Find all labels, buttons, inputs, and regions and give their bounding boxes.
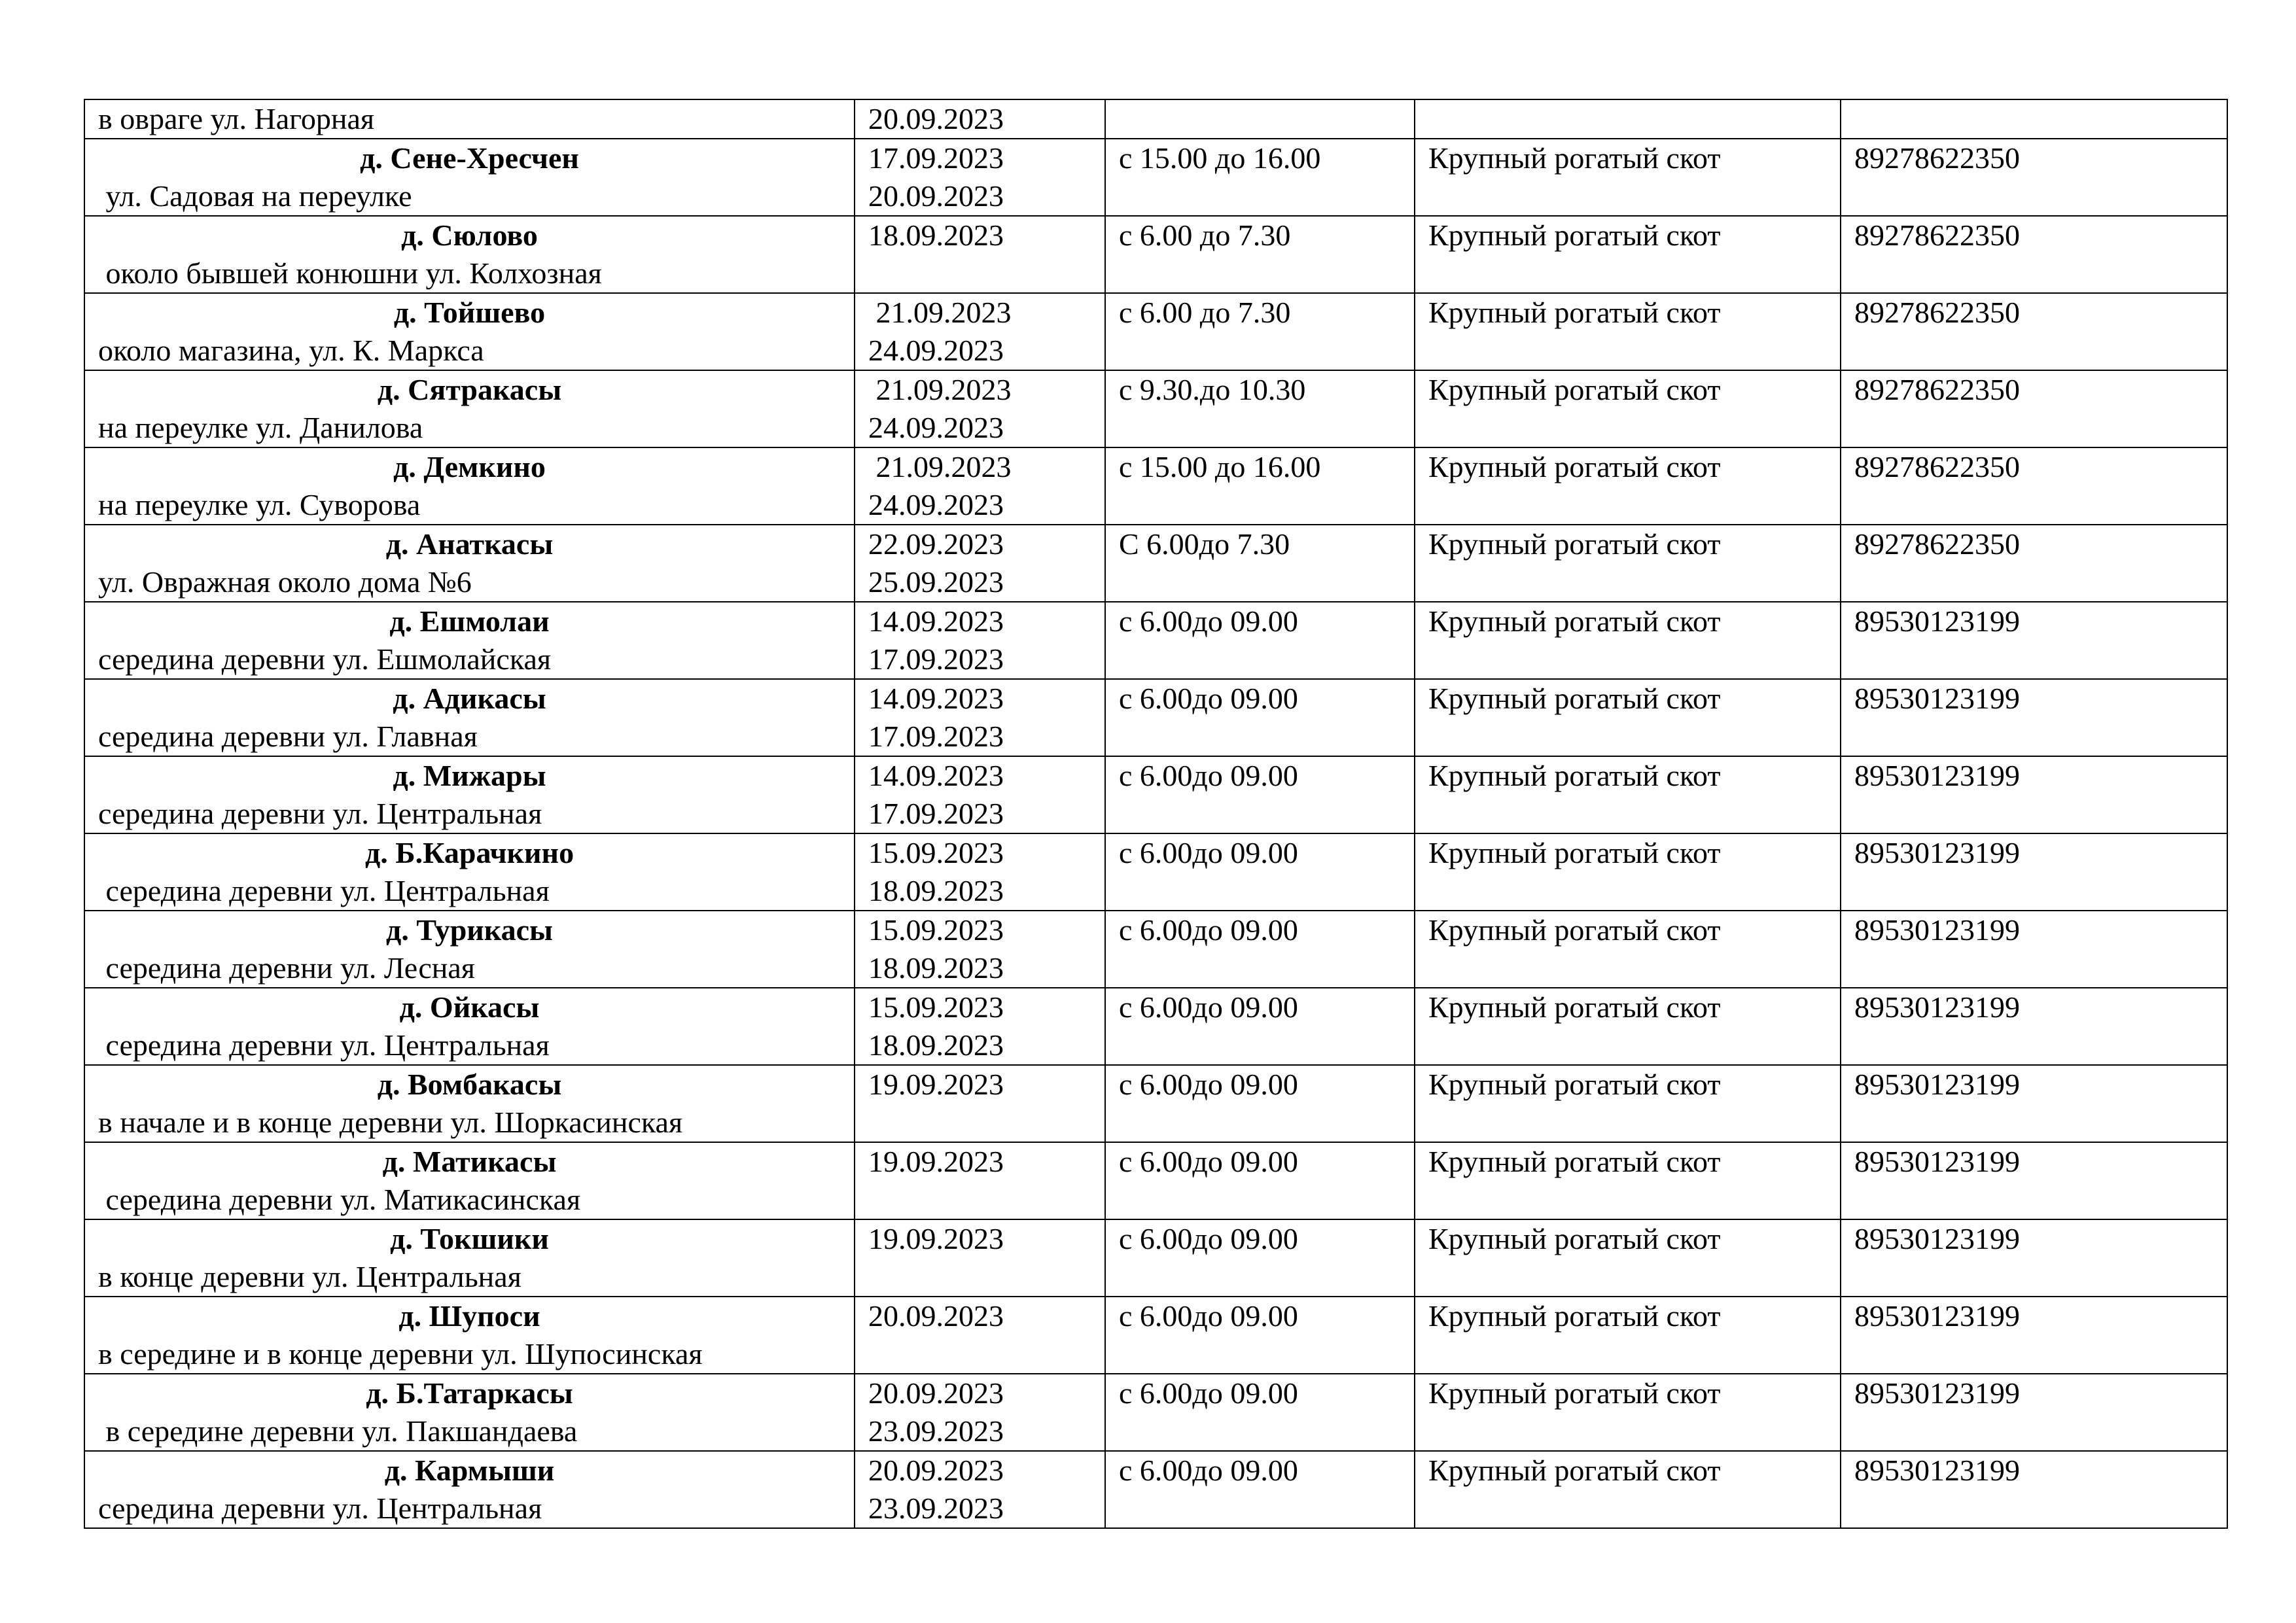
animal-type-cell: Крупный рогатый скот — [1415, 447, 1841, 525]
date-value: 24.09.2023 — [868, 488, 1004, 521]
time-cell: с 6.00до 09.00 — [1105, 1374, 1415, 1451]
animal-type-cell: Крупный рогатый скот — [1415, 293, 1841, 370]
phone-cell: 89530123199 — [1841, 1065, 2227, 1142]
date-cell — [855, 988, 1105, 1065]
animal-type-cell: Крупный рогатый скот — [1415, 1451, 1841, 1528]
phone-cell: 89530123199 — [1841, 602, 2227, 679]
date-value: 15.09.2023 — [868, 836, 1004, 869]
animal-type-cell: Крупный рогатый скот — [1415, 1297, 1841, 1374]
village-name: д. Б.Карачкино — [364, 836, 574, 869]
date-cell — [855, 833, 1105, 911]
table-row — [84, 602, 2227, 679]
location-text: середина деревни ул. Центральная — [98, 1492, 542, 1525]
time-cell: с 6.00до 09.00 — [1105, 911, 1415, 988]
place-cell — [84, 756, 855, 833]
table-row — [84, 1065, 2227, 1142]
date-value: 19.09.2023 — [868, 1068, 1004, 1101]
village-name: д. Демкино — [393, 450, 546, 483]
date-cell — [855, 756, 1105, 833]
date-value: 14.09.2023 — [868, 759, 1004, 792]
date-cell — [855, 1374, 1105, 1451]
date-value: 21.09.2023 — [868, 373, 1012, 406]
location-text: середина деревни ул. Центральная — [98, 1028, 550, 1062]
time-cell: с 6.00до 09.00 — [1105, 1219, 1415, 1297]
location-text: ул. Овражная около дома №6 — [98, 565, 472, 599]
place-cell — [84, 293, 855, 370]
location-text: в овраге ул. Нагорная — [98, 102, 375, 135]
village-name: д. Анаткасы — [385, 527, 554, 561]
date-cell — [855, 1451, 1105, 1528]
location-text: середина деревни ул. Центральная — [98, 874, 550, 907]
date-value: 18.09.2023 — [868, 874, 1004, 907]
table-row — [84, 911, 2227, 988]
date-cell — [855, 1065, 1105, 1142]
phone-cell — [1841, 99, 2227, 139]
place-cell — [84, 1451, 855, 1528]
date-cell — [855, 99, 1105, 139]
table-row — [84, 1374, 2227, 1451]
place-cell — [84, 1374, 855, 1451]
date-value: 17.09.2023 — [868, 720, 1004, 753]
village-name: д. Матикасы — [382, 1145, 557, 1178]
date-cell — [855, 370, 1105, 447]
time-cell — [1105, 99, 1415, 139]
place-cell — [84, 370, 855, 447]
date-cell — [855, 525, 1105, 602]
phone-cell: 89530123199 — [1841, 833, 2227, 911]
animal-type-cell: Крупный рогатый скот — [1415, 911, 1841, 988]
date-cell — [855, 1219, 1105, 1297]
table-row — [84, 370, 2227, 447]
village-name: д. Кармыши — [384, 1454, 555, 1487]
phone-cell: 89530123199 — [1841, 988, 2227, 1065]
animal-type-cell: Крупный рогатый скот — [1415, 216, 1841, 293]
location-text: на переулке ул. Суворова — [98, 488, 421, 521]
village-name: д. Сене-Хресчен — [360, 141, 579, 175]
date-cell — [855, 216, 1105, 293]
location-text: середина деревни ул. Матикасинская — [98, 1183, 581, 1216]
time-cell: с 6.00до 09.00 — [1105, 1451, 1415, 1528]
table-row — [84, 679, 2227, 756]
date-value: 18.09.2023 — [868, 951, 1004, 985]
place-cell — [84, 139, 855, 216]
place-cell — [84, 1219, 855, 1297]
phone-cell: 89278622350 — [1841, 293, 2227, 370]
date-cell — [855, 293, 1105, 370]
village-name: д. Б.Татаркасы — [366, 1376, 573, 1410]
time-cell: с 15.00 до 16.00 — [1105, 447, 1415, 525]
village-name: д. Шупоси — [398, 1299, 540, 1333]
date-cell — [855, 447, 1105, 525]
date-value: 17.09.2023 — [868, 141, 1004, 175]
animal-type-cell: Крупный рогатый скот — [1415, 139, 1841, 216]
date-value: 22.09.2023 — [868, 527, 1004, 561]
place-cell — [84, 602, 855, 679]
table-row — [84, 1142, 2227, 1219]
location-text: в начале и в конце деревни ул. Шоркасинская — [98, 1106, 683, 1139]
table-row — [84, 1297, 2227, 1374]
time-cell: с 6.00до 09.00 — [1105, 988, 1415, 1065]
date-value: 15.09.2023 — [868, 990, 1004, 1024]
animal-type-cell: Крупный рогатый скот — [1415, 1219, 1841, 1297]
table-row — [84, 216, 2227, 293]
time-cell: с 6.00до 09.00 — [1105, 756, 1415, 833]
location-text: середина деревни ул. Лесная — [98, 951, 475, 985]
phone-cell: 89530123199 — [1841, 756, 2227, 833]
date-value: 20.09.2023 — [868, 102, 1004, 135]
date-value: 17.09.2023 — [868, 797, 1004, 830]
date-cell — [855, 679, 1105, 756]
animal-type-cell: Крупный рогатый скот — [1415, 1374, 1841, 1451]
date-value: 20.09.2023 — [868, 1299, 1004, 1333]
date-value: 15.09.2023 — [868, 913, 1004, 947]
village-name: д. Вомбакасы — [377, 1068, 562, 1101]
table-row — [84, 756, 2227, 833]
time-cell: с 6.00до 09.00 — [1105, 1142, 1415, 1219]
date-value: 21.09.2023 — [868, 450, 1012, 483]
table-row — [84, 1219, 2227, 1297]
place-cell — [84, 833, 855, 911]
date-value: 18.09.2023 — [868, 1028, 1004, 1062]
animal-type-cell: Крупный рогатый скот — [1415, 679, 1841, 756]
animal-type-cell: Крупный рогатый скот — [1415, 370, 1841, 447]
date-value: 20.09.2023 — [868, 179, 1004, 213]
table-row — [84, 99, 2227, 139]
date-value: 18.09.2023 — [868, 218, 1004, 252]
village-name: д. Мижары — [393, 759, 546, 792]
table-row — [84, 988, 2227, 1065]
place-cell — [84, 447, 855, 525]
time-cell: с 6.00до 09.00 — [1105, 833, 1415, 911]
location-text: около бывшей конюшни ул. Колхозная — [98, 256, 602, 290]
animal-type-cell: Крупный рогатый скот — [1415, 756, 1841, 833]
place-cell — [84, 1065, 855, 1142]
time-cell: с 6.00до 09.00 — [1105, 1297, 1415, 1374]
time-cell: с 6.00 до 7.30 — [1105, 216, 1415, 293]
phone-cell: 89530123199 — [1841, 911, 2227, 988]
date-value: 24.09.2023 — [868, 411, 1004, 444]
date-value: 17.09.2023 — [868, 642, 1004, 676]
place-cell — [84, 911, 855, 988]
village-name: д. Сятракасы — [377, 373, 562, 406]
date-value: 19.09.2023 — [868, 1222, 1004, 1255]
date-cell — [855, 139, 1105, 216]
time-cell: С 6.00до 7.30 — [1105, 525, 1415, 602]
phone-cell: 89278622350 — [1841, 447, 2227, 525]
animal-type-cell: Крупный рогатый скот — [1415, 1142, 1841, 1219]
time-cell: с 6.00до 09.00 — [1105, 679, 1415, 756]
place-cell — [84, 99, 855, 139]
phone-cell: 89530123199 — [1841, 679, 2227, 756]
table-row — [84, 833, 2227, 911]
location-text: в середине и в конце деревни ул. Шупосинская — [98, 1337, 703, 1370]
animal-type-cell: Крупный рогатый скот — [1415, 833, 1841, 911]
date-cell — [855, 1297, 1105, 1374]
phone-cell: 89530123199 — [1841, 1297, 2227, 1374]
phone-cell: 89278622350 — [1841, 216, 2227, 293]
phone-cell: 89530123199 — [1841, 1142, 2227, 1219]
time-cell: с 9.30.до 10.30 — [1105, 370, 1415, 447]
place-cell — [84, 1297, 855, 1374]
phone-cell: 89530123199 — [1841, 1219, 2227, 1297]
village-name: д. Сюлово — [401, 218, 538, 252]
village-name: д. Адикасы — [393, 682, 546, 715]
phone-cell: 89278622350 — [1841, 139, 2227, 216]
date-value: 14.09.2023 — [868, 682, 1004, 715]
table-row — [84, 525, 2227, 602]
animal-type-cell — [1415, 99, 1841, 139]
village-name: д. Тойшево — [393, 296, 546, 329]
animal-type-cell: Крупный рогатый скот — [1415, 988, 1841, 1065]
village-name: д. Турикасы — [386, 913, 553, 947]
time-cell: с 6.00до 09.00 — [1105, 1065, 1415, 1142]
village-name: д. Ойкасы — [399, 990, 540, 1024]
place-cell — [84, 216, 855, 293]
location-text: ул. Садовая на переулке — [98, 179, 412, 213]
table-row — [84, 1451, 2227, 1528]
location-text: в середине деревни ул. Пакшандаева — [98, 1414, 578, 1448]
location-text: около магазина, ул. К. Маркса — [98, 334, 484, 367]
location-text: середина деревни ул. Главная — [98, 720, 478, 753]
phone-cell: 89278622350 — [1841, 370, 2227, 447]
date-value: 14.09.2023 — [868, 604, 1004, 638]
date-value: 23.09.2023 — [868, 1414, 1004, 1448]
time-cell: с 6.00 до 7.30 — [1105, 293, 1415, 370]
date-value: 20.09.2023 — [868, 1454, 1004, 1487]
phone-cell: 89530123199 — [1841, 1451, 2227, 1528]
phone-cell: 89530123199 — [1841, 1374, 2227, 1451]
date-value: 25.09.2023 — [868, 565, 1004, 599]
table-row — [84, 293, 2227, 370]
place-cell — [84, 988, 855, 1065]
date-value: 21.09.2023 — [868, 296, 1012, 329]
animal-type-cell: Крупный рогатый скот — [1415, 1065, 1841, 1142]
animal-type-cell: Крупный рогатый скот — [1415, 525, 1841, 602]
location-text: в конце деревни ул. Центральная — [98, 1260, 521, 1293]
date-cell — [855, 602, 1105, 679]
schedule-table — [84, 99, 2228, 1529]
date-cell — [855, 911, 1105, 988]
phone-cell: 89278622350 — [1841, 525, 2227, 602]
village-name: д. Ешмолаи — [389, 604, 550, 638]
date-value: 20.09.2023 — [868, 1376, 1004, 1410]
place-cell — [84, 1142, 855, 1219]
date-value: 19.09.2023 — [868, 1145, 1004, 1178]
date-value: 23.09.2023 — [868, 1492, 1004, 1525]
place-cell — [84, 525, 855, 602]
date-cell — [855, 1142, 1105, 1219]
date-value: 24.09.2023 — [868, 334, 1004, 367]
village-name: д. Токшики — [390, 1222, 549, 1255]
time-cell: с 6.00до 09.00 — [1105, 602, 1415, 679]
table-row — [84, 447, 2227, 525]
location-text: середина деревни ул. Центральная — [98, 797, 542, 830]
animal-type-cell: Крупный рогатый скот — [1415, 602, 1841, 679]
location-text: середина деревни ул. Ешмолайская — [98, 642, 552, 676]
table-row — [84, 139, 2227, 216]
schedule-table-body — [84, 99, 2227, 1528]
time-cell: с 15.00 до 16.00 — [1105, 139, 1415, 216]
location-text: на переулке ул. Данилова — [98, 411, 423, 444]
place-cell — [84, 679, 855, 756]
